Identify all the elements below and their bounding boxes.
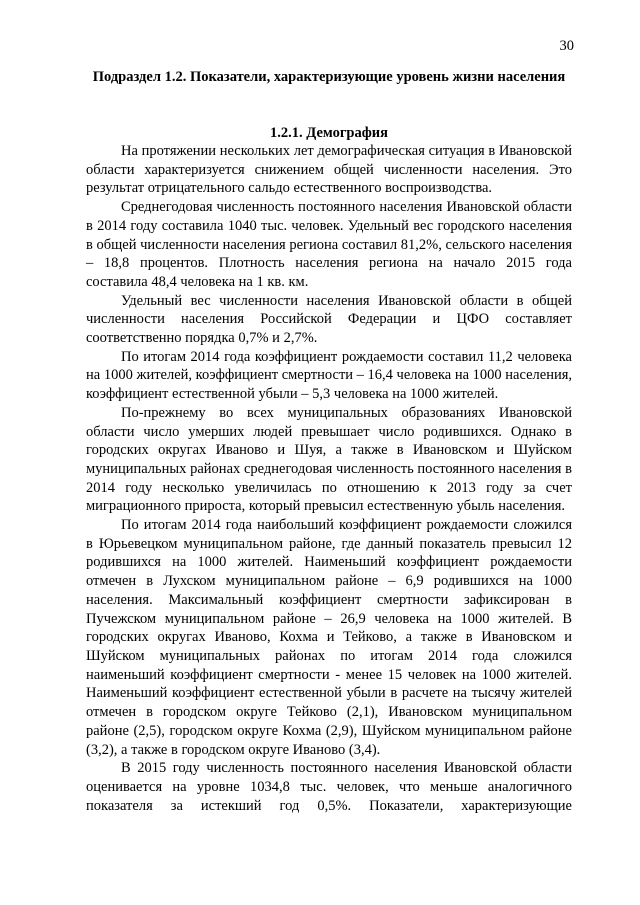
paragraph: На протяжении нескольких лет демографическая ситуация в Ивановской области характеризуется снижением общей численности населения. Это результат отрицательного сальдо естественного воспроизводства. (86, 143, 572, 197)
page-number: 30 (559, 38, 574, 54)
paragraph: Удельный вес численности населения Ивановской области в общей численности населения Российской Федерации и ЦФО составляет соответственно порядка 0,7% и 2,7%. (86, 292, 572, 347)
paragraph: По итогам 2014 года наибольший коэффициент рождаемости сложился в Юрьевецком муниципальном районе, где данный показатель превысил 12 родившихся на 1000 жителей. Наименьший коэффициент рождаемости отмечен в Лухском муниципальном районе – 6,9 родившихся на 1000 населения. Максимальный коэффициент смертности зафиксирован в Пучежском муниципальном районе – 26,9 человека на 1000 жителей. В городских округах Иваново, Кохма и Тейково, а также в Ивановском и Шуйском муниципальных районах по итогам 2014 года сложился наименьший коэффициент смертности - менее 15 человек на 1000 жителей. Наименьший коэффициент естественной убыли в расчете на тысячу жителей отмечен в городском округе Тейково (2,1), Ивановском муниципальном районе (2,5), городском округе Кохма (2,9), Шуйском муниципальном районе (3,2), а также в городском округе Иваново (3,4). (86, 517, 572, 758)
subsection-title: 1.2.1. Демография (270, 125, 388, 141)
body-text (86, 142, 572, 815)
section-title: Подраздел 1.2. Показатели, характеризующие уровень жизни населения (92, 69, 566, 85)
paragraph: По-прежнему во всех муниципальных образованиях Ивановской области число умерших людей превышает число родившихся. Однако в городских округах Иваново и Шуя, а также в Ивановском и Шуйском муниципальных районах среднегодовая численность постоянного населения в 2014 году несколько увеличилась по отношению к 2013 году за счет миграционного прироста, который превысил естественную убыль населения. (86, 404, 572, 515)
paragraph-last: В 2015 году численность постоянного населения Ивановской области оценивается на уровне 1034,8 тыс. человек, что меньше аналогичного показателя за истекший год 0,5%. Показатели, характеризующие (86, 760, 572, 814)
paragraph: Среднегодовая численность постоянного населения Ивановской области в 2014 году составила 1040 тыс. человек. Удельный вес городского населения в общей численности населения региона составил 81,2%, сельского населения – 18,8 процентов. Плотность населения региона на начало 2015 года составила 48,4 человека на 1 кв. км. (86, 199, 572, 290)
paragraph: По итогам 2014 года коэффициент рождаемости составил 11,2 человека на 1000 жителей, коэффициент смертности – 16,4 человека на 1000 населения, коэффициент естественной убыли – 5,3 человека на 1000 жителей. (86, 348, 573, 403)
